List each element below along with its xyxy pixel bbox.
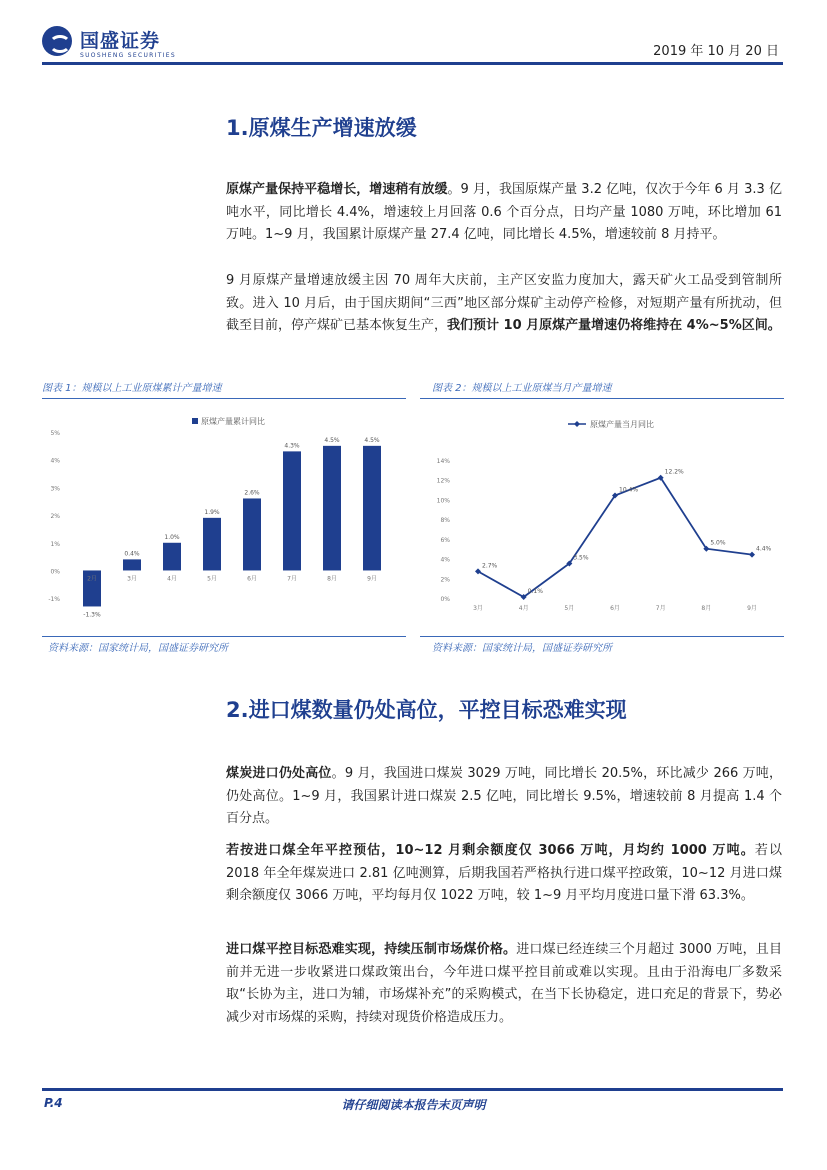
footer-disclaimer: 请仔细阅读本报告末页声明 <box>341 1098 486 1112</box>
paragraph-body: 进口煤已经连续三个月超过 3000 万吨，且目前并无进一步收紧进口煤政策出台，今年进口煤平控目前或难以实现。且由于沿海电厂多数采取“长协为主，进口为辅，市场煤补充”的采购模式，在当下长协稳定，进口充足的背景下，势必减少对市场煤的采购，持续对现货价格造成压力。 <box>226 942 782 1025</box>
page-number: P.4 <box>44 1096 63 1110</box>
logo-icon <box>42 26 72 56</box>
section-2-paragraph-2 <box>226 840 782 908</box>
chart-2-x-tick: 4月 <box>518 605 529 612</box>
chart-2-x-tick: 7月 <box>655 605 666 612</box>
chart-1-bar <box>243 498 261 570</box>
chart-2-x-tick: 6月 <box>610 605 620 612</box>
chart-1-data-label: 4.5% <box>324 436 340 444</box>
chart-1-x-tick: 5月 <box>207 575 217 583</box>
paragraph-body: 9 月原煤产量增速放缓主因 70 周年大庆前，主产区安监力度加大，露天矿火工品受到管制所致。进入 10 月后，由于国庆期间“三西”地区部分煤矿主动停产检修，对短期产量有所扰动，但截至目前，停产煤矿已基本恢复生产， <box>226 273 782 333</box>
section-2-paragraph-3 <box>226 939 782 1029</box>
chart-2-data-label: 10.4% <box>619 486 639 494</box>
chart-1-data-label: 4.5% <box>364 436 380 444</box>
chart-2-x-tick: 9月 <box>747 605 757 612</box>
figure-1-caption: 图表 1：规模以上工业原煤累计产量增速 <box>42 383 222 394</box>
chart-2-point <box>749 552 755 558</box>
chart-2-legend-label: 原煤产量当月同比 <box>590 420 654 429</box>
logo-text: 国盛证券 <box>80 30 161 52</box>
chart-2-x-tick: 8月 <box>701 605 712 612</box>
figure-2-top-rule <box>420 398 784 399</box>
chart-2-data-label: 5.0% <box>710 539 726 547</box>
chart-2-y-tick: 6% <box>440 536 450 544</box>
chart-1-data-label: 2.6% <box>244 489 260 497</box>
chart-1-bar <box>163 543 181 571</box>
chart-1-x-tick: 2月 <box>87 575 97 583</box>
chart-1-x-tick: 6月 <box>247 575 257 583</box>
chart-2-data-label: 12.2% <box>664 468 684 476</box>
chart-1-x-tick: 4月 <box>167 575 177 583</box>
paragraph-lead: 煤炭进口仍处高位 <box>226 766 332 781</box>
chart-2-data-label: 0.1% <box>527 588 543 596</box>
chart-1-data-label: -1.3% <box>83 611 101 619</box>
section-1-paragraph-1 <box>226 179 782 247</box>
chart-2-x-tick: 5月 <box>564 605 575 612</box>
paragraph-body: 。9 月，我国原煤产量 3.2 亿吨，仅次于今年 6 月 3.3 亿吨水平，同比增长 4.4%，增速较上月回落 0.6 个百分点，日均产量 1080 万吨，环比增加 61 万吨。1~9 月，我国累计原煤产量 27.4 亿吨，同比增长 4.5%，增速较前 8 月持平。 <box>226 182 782 242</box>
section-2-paragraph-1 <box>226 763 782 831</box>
chart-1-x-tick: 3月 <box>127 575 137 583</box>
chart-2-y-tick: 0% <box>440 596 450 603</box>
chart-1-legend-swatch <box>192 418 198 424</box>
chart-1-bar <box>203 518 221 571</box>
chart-1-data-label: 1.0% <box>164 533 180 541</box>
chart-1-y-tick: -1% <box>48 596 60 604</box>
figure-2-line-chart <box>420 402 786 634</box>
figure-1-bottom-rule <box>42 636 406 637</box>
chart-1-legend-label: 原煤产量累计同比 <box>201 417 265 426</box>
company-logo <box>42 24 182 62</box>
paragraph-lead: 原煤产量保持平稳增长，增速稍有放缓 <box>226 182 448 197</box>
section-1-paragraph-2 <box>226 270 782 338</box>
logo-subtext: SUOSHENG SECURITIES <box>80 52 176 59</box>
chart-1-x-tick: 7月 <box>287 575 297 583</box>
chart-1-bar <box>323 446 341 571</box>
paragraph-lead: 进口煤平控目标恐难实现，持续压制市场煤价格。 <box>226 942 517 957</box>
chart-2-y-tick: 12% <box>436 477 450 485</box>
chart-1-bar <box>123 559 141 570</box>
figure-2-caption: 图表 2：规模以上工业原煤当月产量增速 <box>432 383 612 394</box>
paragraph-conclusion: 我们预计 10 月原煤产量增速仍将维持在 4%~5%区间。 <box>447 318 781 333</box>
chart-1-x-tick: 8月 <box>327 575 337 583</box>
section-1-title: 1.原煤生产增速放缓 <box>226 116 417 140</box>
footer-divider <box>42 1088 783 1091</box>
chart-1-bar <box>363 446 381 571</box>
chart-2-y-tick: 14% <box>436 458 450 465</box>
chart-2-y-tick: 2% <box>440 576 450 584</box>
chart-2-data-label: 4.4% <box>756 545 772 553</box>
paragraph-body: 若以 2018 年全年煤炭进口 2.81 亿吨测算，后期我国若严格执行进口煤平控政策，10~12 月进口煤剩余额度仅 3066 万吨，平均每月仅 1022 万吨，较 1~9 月平均月度进口量下滑 63.3%。 <box>226 843 782 903</box>
chart-1-y-tick: 1% <box>50 540 60 548</box>
chart-2-x-tick: 3月 <box>473 605 483 612</box>
header-divider <box>42 62 783 65</box>
section-2-title: 2.进口煤数量仍处高位，平控目标恐难实现 <box>226 698 627 722</box>
figure-1-source: 资料来源：国家统计局，国盛证券研究所 <box>48 643 228 654</box>
chart-1-y-tick: 2% <box>50 513 60 521</box>
figure-1-bar-chart <box>42 402 408 634</box>
chart-1-y-tick: 3% <box>50 485 60 493</box>
chart-2-y-tick: 10% <box>436 497 450 505</box>
chart-1-data-label: 4.3% <box>284 442 300 450</box>
report-date: 2019 年 10 月 20 日 <box>653 44 779 59</box>
paragraph-lead: 若按进口煤全年平控预估，10~12 月剩余额度仅 3066 万吨，月均约 1000 万吨。 <box>226 843 755 858</box>
chart-1-y-tick: 0% <box>50 568 60 576</box>
chart-2-legend-marker <box>574 421 580 427</box>
figure-1-top-rule <box>42 398 406 399</box>
chart-2-data-label: 2.7% <box>482 562 498 570</box>
chart-1-data-label: 1.9% <box>204 508 220 516</box>
figure-2-source: 资料来源：国家统计局，国盛证券研究所 <box>432 643 612 654</box>
chart-2-y-tick: 8% <box>440 517 450 525</box>
chart-1-data-label: 0.4% <box>124 550 140 558</box>
paragraph-body: 。9 月，我国进口煤炭 3029 万吨，同比增长 20.5%，环比减少 266 万吨，仍处高位。1~9 月，我国累计进口煤炭 2.5 亿吨，同比增长 9.5%，增速较前 8 月提高 1.4 个百分点。 <box>226 766 782 826</box>
chart-2-y-tick: 4% <box>440 556 450 564</box>
chart-1-y-tick: 4% <box>50 457 60 465</box>
chart-2-data-label: 3.5% <box>573 554 589 562</box>
chart-1-bar <box>283 451 301 570</box>
figure-2-bottom-rule <box>420 636 784 637</box>
chart-1-y-tick: 5% <box>50 430 60 437</box>
chart-1-x-tick: 9月 <box>367 575 377 583</box>
